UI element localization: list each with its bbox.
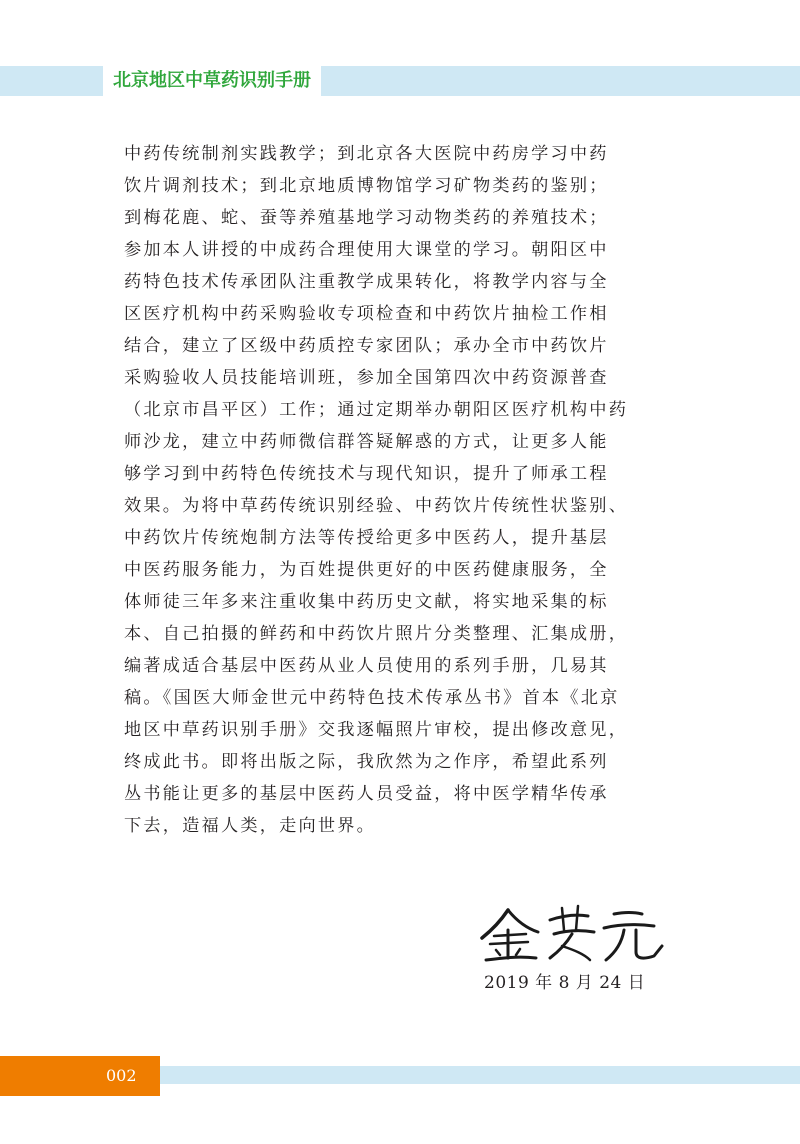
handwritten-signature: [478, 900, 668, 972]
preface-body: [124, 138, 670, 842]
signature-date: 2019 年 8 月 24 日: [484, 973, 646, 993]
text-line: 效果。为将中草药传统识别经验、中药饮片传统性状鉴别、: [124, 496, 629, 516]
running-header: [0, 66, 800, 96]
text-line: 稿。《国医大师金世元中药特色技术传承丛书》首本《北京: [124, 688, 620, 708]
footer-band: [160, 1066, 800, 1084]
text-line: 药特色技术传承团队注重教学成果转化，将教学内容与全: [124, 272, 609, 292]
text-line: 参加本人讲授的中成药合理使用大课堂的学习。朝阳区中: [124, 240, 609, 260]
text-line: 下去，造福人类，走向世界。: [124, 816, 377, 836]
text-line: 中药饮片传统炮制方法等传授给更多中医药人，提升基层: [124, 528, 609, 548]
text-line: 采购验收人员技能培训班，参加全国第四次中药资源普查: [124, 368, 609, 388]
running-header-title: 北京地区中草药识别手册: [103, 66, 321, 96]
text-line: 结合，建立了区级中药质控专家团队；承办全市中药饮片: [124, 336, 609, 356]
text-line: 终成此书。即将出版之际，我欣然为之作序，希望此系列: [124, 752, 609, 772]
text-line: 中药传统制剂实践教学；到北京各大医院中药房学习中药: [124, 144, 609, 164]
text-line: 够学习到中药特色传统技术与现代知识，提升了师承工程: [124, 464, 609, 484]
text-line: 本、自己拍摄的鲜药和中药饮片照片分类整理、汇集成册，: [124, 624, 629, 644]
text-line: 饮片调剂技术；到北京地质博物馆学习矿物类药的鉴别；: [124, 176, 609, 196]
text-line: 地区中草药识别手册》交我逐幅照片审校，提出修改意见，: [124, 720, 629, 740]
text-line: 中医药服务能力，为百姓提供更好的中医药健康服务，全: [124, 560, 609, 580]
text-line: 丛书能让更多的基层中医药人员受益，将中医学精华传承: [124, 784, 609, 804]
page-number: 002: [106, 1066, 137, 1085]
page-number-tab: [0, 1056, 160, 1096]
text-line: 到梅花鹿、蛇、蚕等养殖基地学习动物类药的养殖技术；: [124, 208, 609, 228]
text-line: 编著成适合基层中医药从业人员使用的系列手册，几易其: [124, 656, 609, 676]
text-line: （北京市昌平区）工作；通过定期举办朝阳区医疗机构中药: [124, 400, 629, 420]
text-line: 体师徒三年多来注重收集中药历史文献，将实地采集的标: [124, 592, 609, 612]
text-line: 区医疗机构中药采购验收专项检查和中药饮片抽检工作相: [124, 304, 609, 324]
text-line: 师沙龙，建立中药师微信群答疑解惑的方式，让更多人能: [124, 432, 609, 452]
